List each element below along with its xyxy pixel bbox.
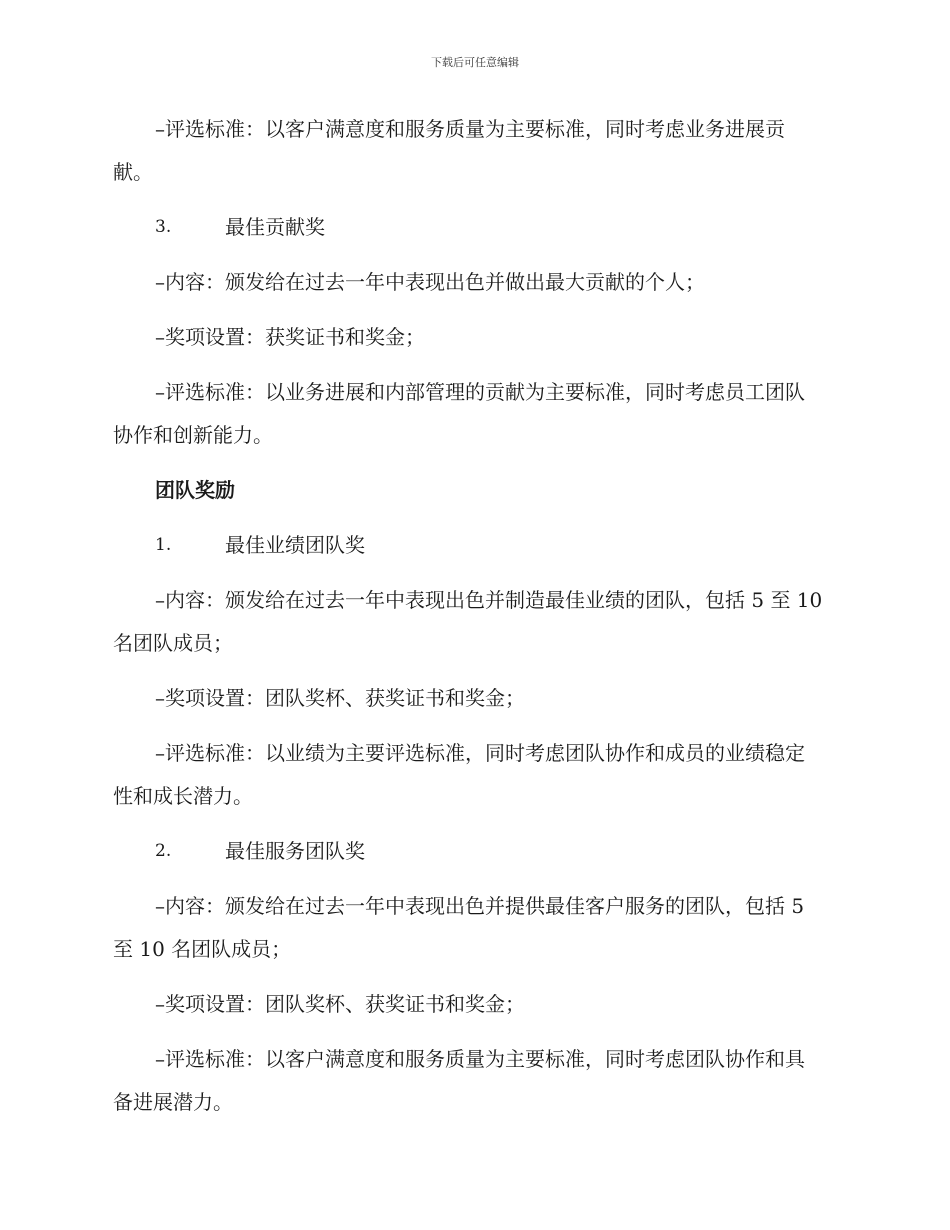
content-paragraph: –内容：颁发给在过去一年中表现出色并提供最佳客户服务的团队，包括 5 至 10 名团队成员； [113,894,805,961]
award-heading-best-performance-team [113,524,823,567]
list-number: 2. [155,841,172,861]
criteria-paragraph: –评选标准：以业绩为主要评选标准，同时考虑团队协作和成员的业绩稳定性和成长潜力。 [113,741,805,808]
list-number: 1. [155,535,172,555]
content-paragraph: –内容：颁发给在过去一年中表现出色并做出最大贡献的个人； [155,270,705,294]
award-heading-best-service-team [113,830,823,873]
header-note: 下载后可任意编辑 [431,56,519,69]
criteria-paragraph: –评选标准：以业务进展和内部管理的贡献为主要标准，同时考虑员工团队协作和创新能力。 [113,380,805,447]
award-setting-paragraph: –奖项设置：获奖证书和奖金； [155,325,425,349]
award-heading-text: 最佳业绩团队奖 [225,533,365,557]
section-title-team-awards: 团队奖励 [155,478,235,502]
document-body [113,108,823,1136]
award-heading-text: 最佳贡献奖 [225,215,325,239]
award-setting-paragraph: –奖项设置：团队奖杯、获奖证书和奖金； [155,686,525,710]
award-setting-paragraph: –奖项设置：团队奖杯、获奖证书和奖金； [155,992,525,1016]
content-paragraph: –内容：颁发给在过去一年中表现出色并制造最佳业绩的团队，包括 5 至 10 名团队成员； [113,588,823,655]
criteria-paragraph: –评选标准：以客户满意度和服务质量为主要标准，同时考虑团队协作和具备进展潜力。 [113,1047,805,1114]
award-heading-text: 最佳服务团队奖 [225,839,365,863]
list-number: 3. [155,217,172,237]
criteria-paragraph: –评选标准：以客户满意度和服务质量为主要标准，同时考虑业务进展贡献。 [113,117,785,184]
award-heading-best-contribution [113,206,823,249]
